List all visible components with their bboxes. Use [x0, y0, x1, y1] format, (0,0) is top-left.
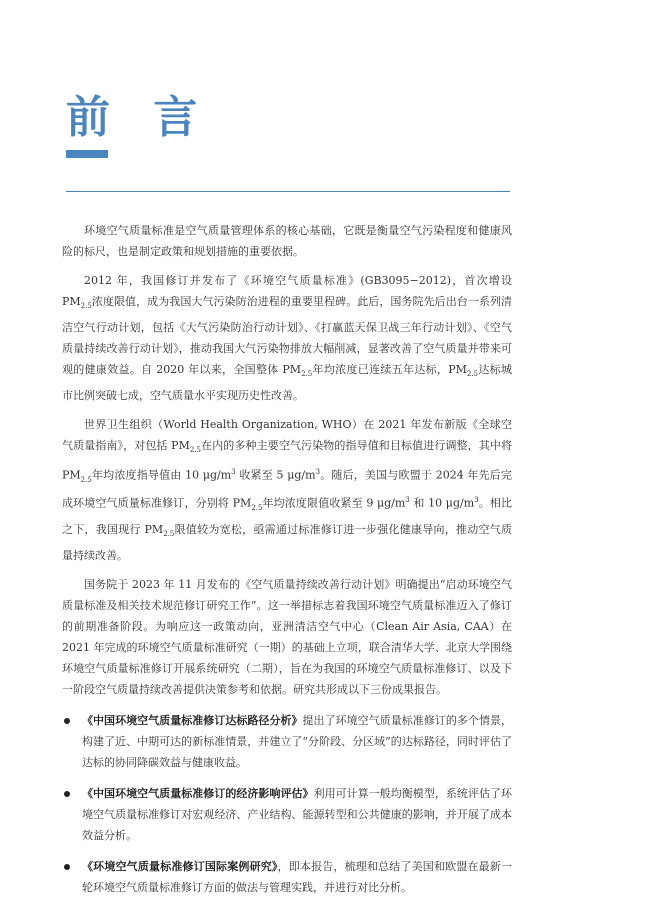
header-divider: [66, 191, 510, 192]
list-item: 《环境空气质量标准修订国际案例研究》，即本报告，梳理和总结了美国和欧盟在最新一轮环境空气质量标准修订方面的做法与管理实践，并进行对比分析。: [62, 856, 512, 898]
bullet-icon: [64, 718, 70, 724]
paragraph-3: 世界卫生组织（World Health Organization, WHO）在 2021 年发布新版《全球空气质量指南》，对包括 $PM_{2.5}$在内的多种主要空气污染物的指导值和目标值进行调整，其中将 $PM_{2.5}$年均浓度指导值由 10 $\mu g/m^3$ 收紧至 5 $\mu g/m^3$。随后，美国与欧盟于 2024 年先后完成环境空气质量标准修订，分别将 $PM_{2.5}$年均浓度限值收紧至 9 $\mu g/m^3$ 和 10 $\mu g/m^3$。相比之下，我国现行 $PM_{2.5}$限值较为宽松，亟需通过标准修订进一步强化健康导向，推动空气质量持续改善。: [62, 418, 512, 563]
paragraph-1: 环境空气质量标准是空气质量管理体系的核心基础，它既是衡量空气污染程度和健康风险的标尺，也是制定政策和规划措施的重要依据。: [62, 224, 512, 258]
page-title: 前 言: [66, 92, 212, 143]
paragraph-4: 国务院于 2023 年 11 月发布的《空气质量持续改善行动计划》明确提出“启动环境空气质量标准及相关技术规范修订研究工作”。这一举措标志着我国环境空气质量标准迈入了修订的前期准备阶段。为响应这一政策动向，亚洲清洁空气中心（Clean Air Asia, CAA）在 2021 年完成的环境空气质量标准研究（一期）的基础上立项，联合清华大学、北京大学围绕环境空气质量标准修订开展系统研究（二期），旨在为我国的环境空气质量标准修订、以及下一阶段空气质量持续改善提供决策参考和依据。研究共形成以下三份成果报告。: [62, 578, 512, 697]
list-item: 《中国环境空气质量标准修订的经济影响评估》利用可计算一般均衡模型，系统评估了环境空气质量标准修订对宏观经济、产业结构、能源转型和公共健康的影响，并开展了成本效益分析。: [62, 783, 512, 846]
bullet-icon: [64, 791, 70, 797]
report-list: [62, 710, 512, 898]
list-item: 《中国环境空气质量标准修订达标路径分析》提出了环境空气质量标准修订的多个情景，构建了近、中期可达的新标准情景，并建立了“分阶段、分区域”的达标路径，同时评估了达标的协同降碳效益与健康收益。: [62, 710, 512, 773]
bullet-icon: [64, 864, 70, 870]
title-accent-bar: [66, 150, 108, 158]
body-content: [62, 220, 512, 908]
paragraph-2: 2012 年，我国修订并发布了《环境空气质量标准》(GB3095−2012)，首次增设 $PM_{2.5}$浓度限值，成为我国大气污染防治进程的重要里程碑。此后，国务院先后出台一系列清洁空气行动计划，包括《大气污染防治行动计划》、《打赢蓝天保卫战三年行动计划》、《空气质量持续改善行动计划》，推动我国大气污染物排放大幅削减，显著改善了空气质量并带来可观的健康效益。自 2020 年以来，全国整体 $PM_{2.5}$年均浓度已连续五年达标，$PM_{2.5}$达标城市比例突破七成，空气质量水平实现历史性改善。: [62, 274, 512, 403]
